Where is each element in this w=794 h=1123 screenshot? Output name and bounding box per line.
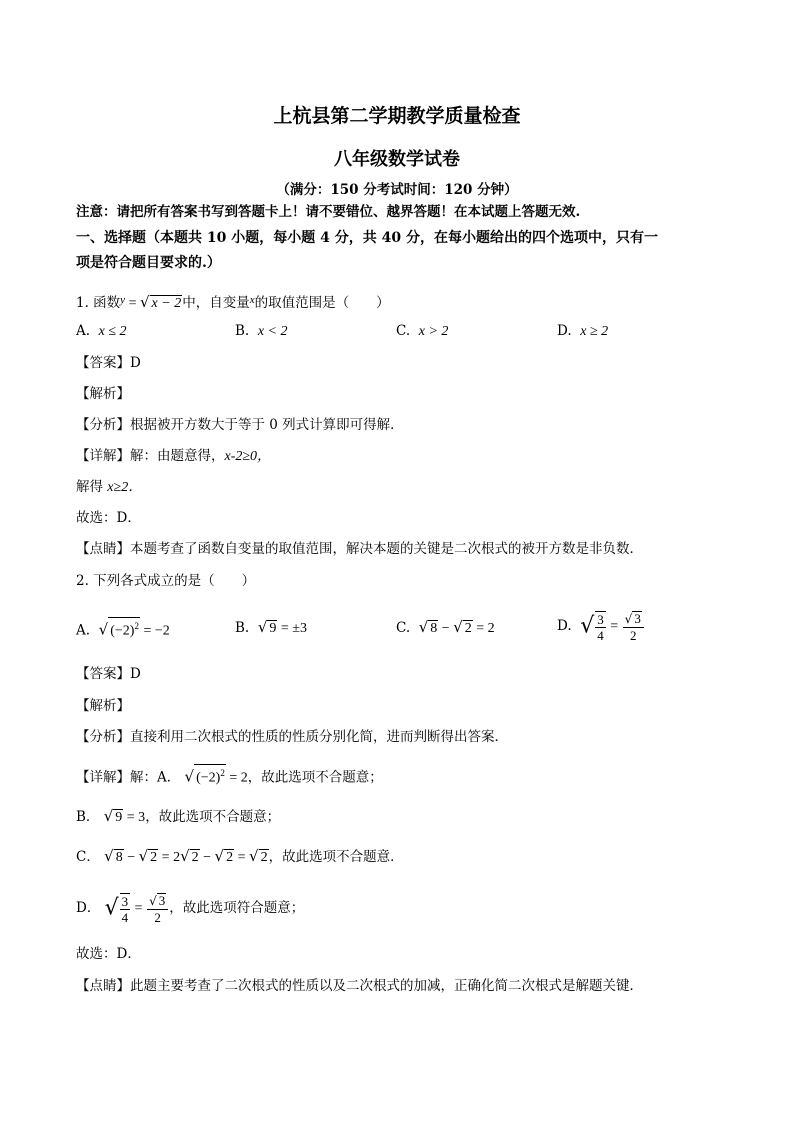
q2-detail-d: D． √ $\frac{3}{4}$ = $\frac{√ 3}{2}$ ，故此选项符合题意； [76, 892, 305, 925]
q1-fenxi: 【分析】根据被开方数大于等于 0 列式计算即可得解． [76, 417, 404, 433]
q2-detail-a: 【详解】解：A． √ $(-2)^2 = 2$，故此选项不合题意； [76, 764, 383, 789]
q2-stem: 2. 下列各式成立的是（ ） [76, 573, 256, 589]
q1-conclusion: 故选：D． [76, 510, 141, 526]
q1-answer: 【答案】D [76, 355, 141, 371]
q2-comment: 【点睛】此题主要考查了二次根式的性质以及二次根式的加减，正确化简二次根式是解题关键． [76, 978, 643, 994]
page-subtitle: 八年级数学试卷 [334, 149, 460, 170]
q1-option-d: D. x ≥ 2 [557, 323, 609, 339]
sqrt-symbol: √ [139, 293, 150, 311]
q1-option-c: C. x > 2 [396, 323, 449, 339]
q2-option-b: B. √ 9 = ±3 [235, 618, 307, 636]
q2-option-c: C. √ 8 − √ 2 = 2 [396, 618, 495, 636]
q2-detail-c: C． √ 8 − √ 2 = 2√ 2 − √ 2 = √ 2，故此选项不合题意． [76, 847, 404, 865]
page-title: 上杭县第二学期教学质量检查 [273, 105, 521, 127]
q2-conclusion: 故选：D． [76, 946, 141, 962]
q1-option-a: A. x ≤ 2 [76, 323, 127, 339]
q1-detail-2: 解得 x≥2． [76, 479, 143, 495]
section-heading-line2: 项是符合题目要求的.） [76, 255, 221, 271]
section-heading-line1: 一、选择题（本题共 10 小题，每小题 4 分，共 40 分，在每小题给出的四个选项中，只有一 [76, 230, 658, 246]
q1-comment: 【点睛】本题考查了函数自变量的取值范围，解决本题的关键是二次根式的被开方数是非负数． [76, 541, 643, 557]
q1-analysis-label: 【解析】 [76, 386, 130, 402]
q2-option-a: A. √ $(-2)^2 = -2$ [76, 617, 170, 642]
score-info: （满分：150 分考试时间：120 分钟） [276, 182, 518, 198]
q1-option-b: B. x < 2 [235, 323, 288, 339]
q2-answer: 【答案】D [76, 666, 141, 682]
q2-analysis-label: 【解析】 [76, 698, 130, 714]
q2-fenxi: 【分析】直接利用二次根式的性质的性质分别化简，进而判断得出答案． [76, 729, 508, 745]
q2-option-d: D. √ $\frac{3}{4}$ = $\frac{√ 3}{2}$ [557, 608, 645, 645]
q1-stem: 1. 函数$^y$ = √ x − 2中，自变量$^x$的取值范围是（ ） [76, 293, 390, 311]
notice: 注意：请把所有答案书写到答题卡上！请不要错位、越界答题！在本试题上答题无效. [76, 204, 581, 220]
q2-detail-b: B． √ 9 = 3，故此选项不合题意； [76, 807, 281, 825]
q1-detail: 【详解】解：由题意得，x-2≥0， [76, 448, 272, 464]
